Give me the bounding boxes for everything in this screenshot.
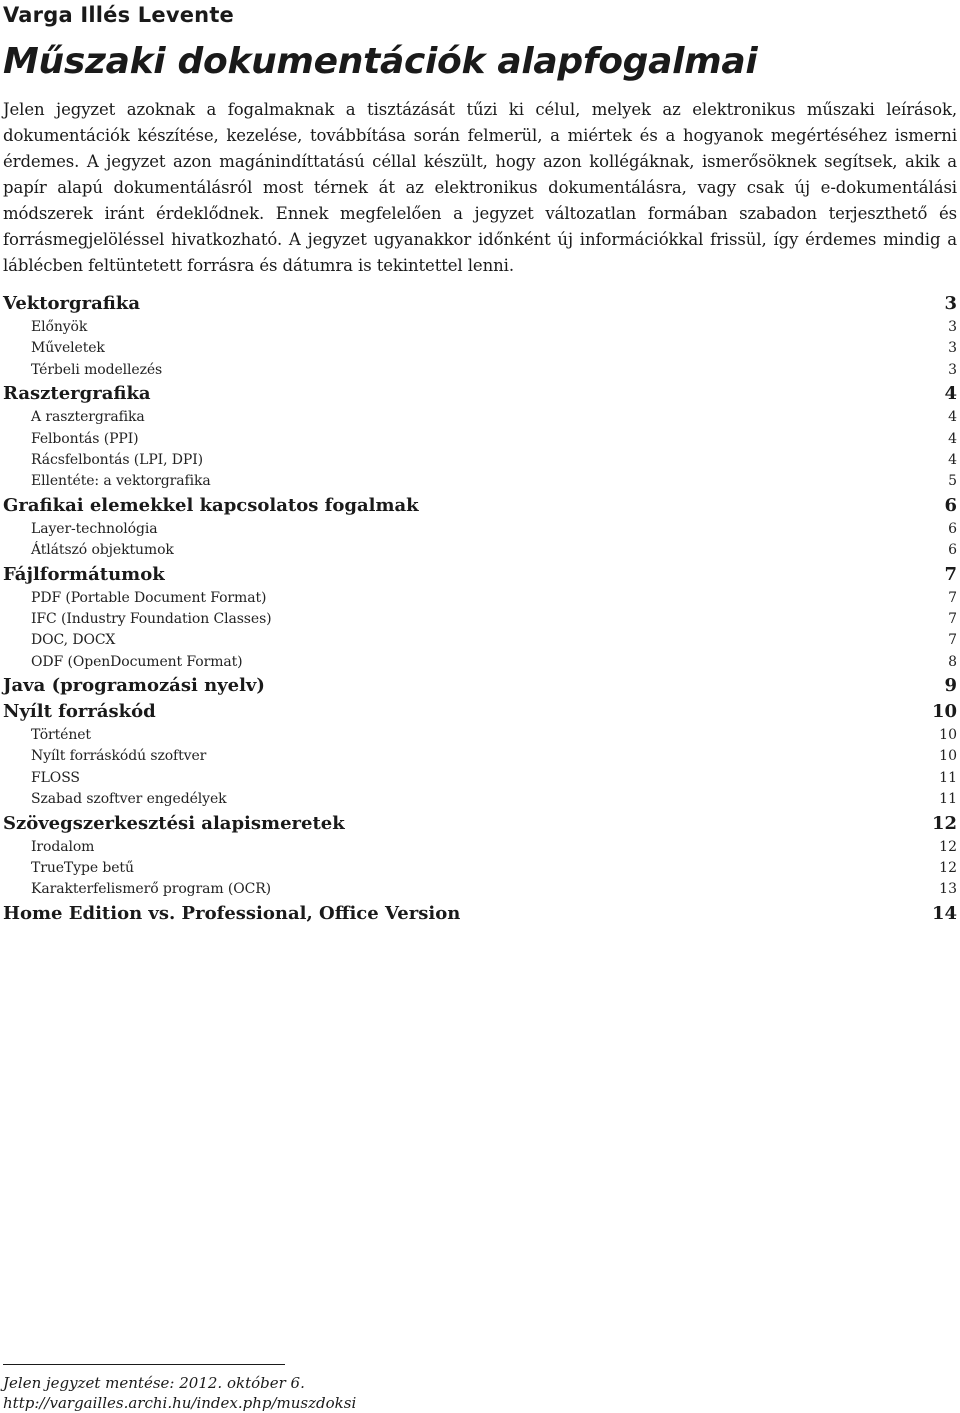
toc-entry-label: Műveletek xyxy=(31,340,105,357)
toc-entry-label: IFC (Industry Foundation Classes) xyxy=(31,610,272,627)
toc-entry-page-number: 4 xyxy=(944,383,957,405)
toc-section-entry[interactable] xyxy=(3,746,957,767)
toc-entry-label: Rácsfelbontás (LPI, DPI) xyxy=(31,451,204,468)
toc-section-entry[interactable] xyxy=(3,609,957,630)
toc-entry-page-number: 9 xyxy=(944,675,957,697)
table-of-contents xyxy=(3,291,957,927)
toc-section-entry[interactable] xyxy=(3,471,957,492)
toc-entry-page-number: 10 xyxy=(939,748,957,765)
toc-section-entry[interactable] xyxy=(3,338,957,359)
toc-entry-label: Irodalom xyxy=(31,838,95,855)
toc-section-entry[interactable] xyxy=(3,317,957,338)
toc-entry-label: Vektorgrafika xyxy=(3,293,140,314)
toc-entry-page-number: 3 xyxy=(948,361,957,378)
toc-section-entry[interactable] xyxy=(3,879,957,900)
document-title: Műszaki dokumentációk alapfogalmai xyxy=(3,41,758,82)
toc-entry-label: Nyílt forráskódú szoftver xyxy=(31,748,207,765)
toc-section-entry[interactable] xyxy=(3,450,957,471)
toc-entry-page-number: 7 xyxy=(948,589,957,606)
toc-entry-page-number: 6 xyxy=(948,520,957,537)
toc-entry-label: DOC, DOCX xyxy=(31,632,116,649)
toc-entry-page-number: 12 xyxy=(939,860,957,877)
footer-save-note: Jelen jegyzet mentése: 2012. október 6. xyxy=(3,1374,305,1392)
toc-entry-label: Home Edition vs. Professional, Office Version xyxy=(3,902,461,924)
toc-entry-label: ODF (OpenDocument Format) xyxy=(31,653,243,670)
toc-chapter-entry[interactable] xyxy=(3,811,957,837)
toc-entry-label: Átlátszó objektumok xyxy=(31,542,174,559)
toc-entry-label: Előnyök xyxy=(31,319,88,335)
toc-entry-page-number: 8 xyxy=(948,653,957,670)
toc-section-entry[interactable] xyxy=(3,360,957,381)
toc-entry-label: Karakterfelismerő program (OCR) xyxy=(31,881,272,898)
toc-entry-page-number: 11 xyxy=(939,791,957,808)
footer-url[interactable]: http://vargailles.archi.hu/index.php/muszdoksi xyxy=(3,1394,357,1412)
toc-section-entry[interactable] xyxy=(3,725,957,746)
toc-chapter-entry[interactable] xyxy=(3,381,957,407)
toc-entry-page-number: 6 xyxy=(948,542,957,559)
toc-entry-page-number: 14 xyxy=(931,902,957,924)
toc-entry-page-number: 4 xyxy=(948,430,957,447)
toc-section-entry[interactable] xyxy=(3,407,957,428)
toc-entry-label: Layer-technológia xyxy=(31,520,158,537)
toc-entry-page-number: 10 xyxy=(931,701,957,723)
toc-entry-page-number: 5 xyxy=(948,473,957,490)
author-name: Varga Illés Levente xyxy=(3,3,234,27)
toc-entry-label: PDF (Portable Document Format) xyxy=(31,589,267,606)
toc-entry-page-number: 4 xyxy=(948,451,957,468)
toc-entry-page-number: 3 xyxy=(948,340,957,357)
toc-section-entry[interactable] xyxy=(3,858,957,879)
toc-entry-label: Grafikai elemekkel kapcsolatos fogalmak xyxy=(3,494,419,516)
toc-entry-page-number: 3 xyxy=(948,319,957,335)
toc-section-entry[interactable] xyxy=(3,588,957,609)
toc-chapter-entry[interactable] xyxy=(3,673,957,699)
toc-entry-page-number: 7 xyxy=(944,563,957,585)
toc-entry-label: Térbeli modellezés xyxy=(31,361,163,378)
toc-entry-page-number: 7 xyxy=(948,610,957,627)
toc-entry-label: Történet xyxy=(31,727,91,744)
toc-section-entry[interactable] xyxy=(3,540,957,561)
toc-entry-label: Szövegszerkesztési alapismeretek xyxy=(3,812,345,834)
toc-entry-label: Nyílt forráskód xyxy=(3,701,156,723)
toc-section-entry[interactable] xyxy=(3,519,957,540)
toc-entry-page-number: 11 xyxy=(939,769,957,786)
toc-entry-page-number: 4 xyxy=(948,409,957,426)
toc-chapter-entry[interactable] xyxy=(3,493,957,519)
toc-entry-label: Szabad szoftver engedélyek xyxy=(31,791,227,808)
toc-entry-label: TrueType betű xyxy=(31,860,134,877)
intro-paragraph: Jelen jegyzet azoknak a fogalmaknak a tisztázását tűzi ki célul, melyek az elektronikus műszaki leírások, dokumentációk készítése, kezelése, továbbítása során felmerül, a miértek és a hogyanok megértéséhez ismerni érdemes. A jegyzet azon magánindíttatású céllal készült, hogy azon kollégáknak, ismerősöknek segítsek, akik a papír alapú dokumentálásról most térnek át az elektronikus dokumentálásra, vagy csak új e-dokumentálási módszerek iránt érdeklődnek. Ennek megfelelően a jegyzet változatlan formában szabadon terjeszthető és forrásmegjelöléssel hivatkozható. A jegyzet ugyanakkor időnként új információkkal frissül, így érdemes mindig a láblécben feltüntetett forrásra és dátumra is tekintettel lenni. xyxy=(3,100,957,275)
toc-section-entry[interactable] xyxy=(3,837,957,858)
toc-entry-label: Ellentéte: a vektorgrafika xyxy=(31,473,211,490)
toc-entry-page-number: 12 xyxy=(931,812,957,834)
toc-section-entry[interactable] xyxy=(3,789,957,810)
toc-chapter-entry[interactable] xyxy=(3,901,957,927)
toc-entry-page-number: 10 xyxy=(939,727,957,744)
toc-section-entry[interactable] xyxy=(3,768,957,789)
footer xyxy=(3,1364,356,1413)
toc-chapter-entry[interactable] xyxy=(3,562,957,588)
toc-entry-page-number: 7 xyxy=(948,632,957,649)
footer-divider xyxy=(3,1364,285,1365)
toc-chapter-entry[interactable] xyxy=(3,699,957,725)
toc-entry-page-number: 3 xyxy=(944,293,957,314)
toc-entry-label: Rasztergrafika xyxy=(3,383,151,405)
toc-section-entry[interactable] xyxy=(3,630,957,651)
toc-section-entry[interactable] xyxy=(3,652,957,673)
toc-entry-label: Java (programozási nyelv) xyxy=(3,675,265,697)
toc-entry-label: Felbontás (PPI) xyxy=(31,430,139,447)
toc-entry-page-number: 12 xyxy=(939,838,957,855)
toc-chapter-entry[interactable] xyxy=(3,291,957,317)
toc-entry-label: Fájlformátumok xyxy=(3,563,165,585)
toc-section-entry[interactable] xyxy=(3,429,957,450)
toc-entry-label: A rasztergrafika xyxy=(31,409,145,426)
toc-entry-page-number: 6 xyxy=(944,494,957,516)
toc-entry-label: FLOSS xyxy=(31,769,80,786)
toc-entry-page-number: 13 xyxy=(939,881,957,898)
